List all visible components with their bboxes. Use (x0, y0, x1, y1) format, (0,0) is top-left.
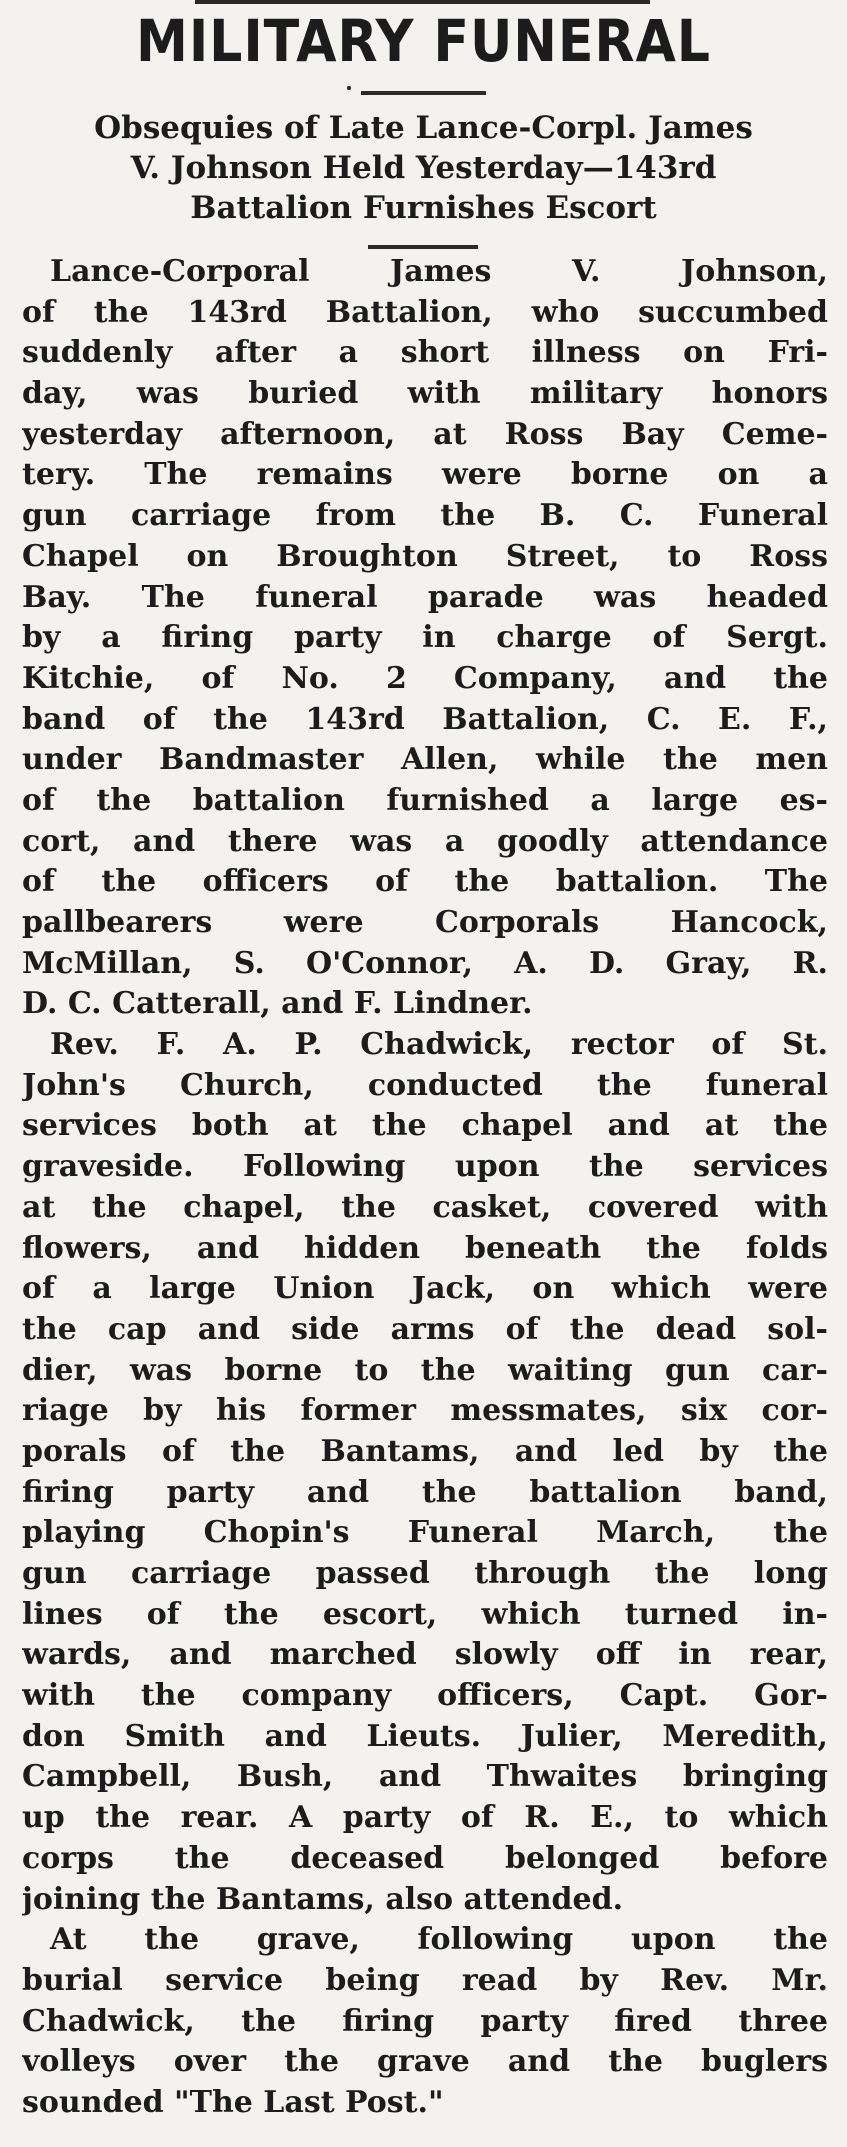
article-line: of the officers of the battalion. The (22, 864, 828, 900)
article-line: cort, and there was a goodly attendance (22, 823, 828, 859)
article-line: riage by his former messmates, six cor- (22, 1393, 828, 1429)
article-line: Lance-Corporal James V. Johnson, (50, 254, 828, 289)
article-line: services both at the chapel and at the (22, 1108, 828, 1144)
subheadline (0, 108, 847, 228)
article-body (22, 252, 828, 2124)
article-line: burial service being read by Rev. Mr. (22, 1962, 828, 1998)
article-line: McMillan, S. O'Connor, A. D. Gray, R. (22, 945, 828, 981)
article-line: Chadwick, the firing party fired three (22, 2003, 828, 2039)
article-line: of the battalion furnished a large es- (22, 782, 828, 818)
subheadline-line: Obsequies of Late Lance-Corpl. James (94, 110, 753, 146)
article-line: joining the Bantams, also attended. (22, 1881, 624, 1917)
article-line: At the grave, following upon the (50, 1922, 828, 1958)
article-line: gun carriage from the B. C. Funeral (22, 498, 828, 534)
article-line: playing Chopin's Funeral March, the (22, 1515, 828, 1551)
article-line: John's Church, conducted the funeral (22, 1067, 828, 1103)
article-line: up the rear. A party of R. E., to which (22, 1800, 828, 1836)
top-rule (195, 0, 650, 4)
article-line: under Bandmaster Allen, while the men (22, 742, 828, 778)
article-line: firing party and the battalion band, (22, 1474, 828, 1510)
article-line: of a large Union Jack, on which were (22, 1271, 828, 1307)
article-line: suddenly after a short illness on Fri- (22, 335, 828, 371)
article-line: tery. The remains were borne on a (22, 457, 828, 493)
article-line: pallbearers were Corporals Hancock, (22, 905, 828, 940)
headline-rule (361, 91, 486, 95)
ornament-dot (347, 86, 351, 90)
article-line: dier, was borne to the waiting gun car- (22, 1352, 828, 1388)
article-line: at the chapel, the casket, covered with (22, 1189, 828, 1225)
article-line: porals of the Bantams, and led by the (22, 1433, 828, 1469)
article-line: flowers, and hidden beneath the folds (22, 1230, 828, 1266)
article-line: don Smith and Lieuts. Julier, Meredith, (22, 1718, 828, 1754)
article-line: sounded "The Last Post." (22, 2084, 444, 2120)
article-line: Bay. The funeral parade was headed (22, 579, 828, 615)
article-line: gun carriage passed through the long (22, 1556, 828, 1591)
article-line: by a firing party in charge of Sergt. (22, 620, 828, 656)
article-line: graveside. Following upon the services (22, 1149, 828, 1185)
headline: MILITARY FUNERAL (136, 7, 711, 75)
article-line: corps the deceased belonged before (22, 1840, 828, 1876)
subheadline-line: V. Johnson Held Yesterday—143rd (130, 150, 717, 186)
article-line: Kitchie, of No. 2 Company, and the (22, 660, 828, 696)
article-line: yesterday afternoon, at Ross Bay Ceme- (22, 416, 828, 452)
article-line: band of the 143rd Battalion, C. E. F., (22, 701, 828, 737)
article-line: Rev. F. A. P. Chadwick, rector of St. (50, 1027, 828, 1063)
article-line: with the company officers, Capt. Gor- (22, 1678, 828, 1714)
article-line: Chapel on Broughton Street, to Ross (22, 538, 828, 574)
article-line: Campbell, Bush, and Thwaites bringing (22, 1759, 828, 1795)
article-line: volleys over the grave and the buglers (22, 2044, 828, 2080)
article-line: wards, and marched slowly off in rear, (22, 1637, 828, 1673)
article-line: the cap and side arms of the dead sol- (22, 1311, 828, 1347)
article-line: D. C. Catterall, and F. Lindner. (22, 986, 533, 1022)
article-line: lines of the escort, which turned in- (22, 1596, 828, 1632)
subheadline-line: Battalion Furnishes Escort (190, 190, 657, 226)
article-line: day, was buried with military honors (22, 376, 828, 412)
article-line: of the 143rd Battalion, who succumbed (22, 294, 828, 330)
subheadline-rule (368, 245, 478, 249)
